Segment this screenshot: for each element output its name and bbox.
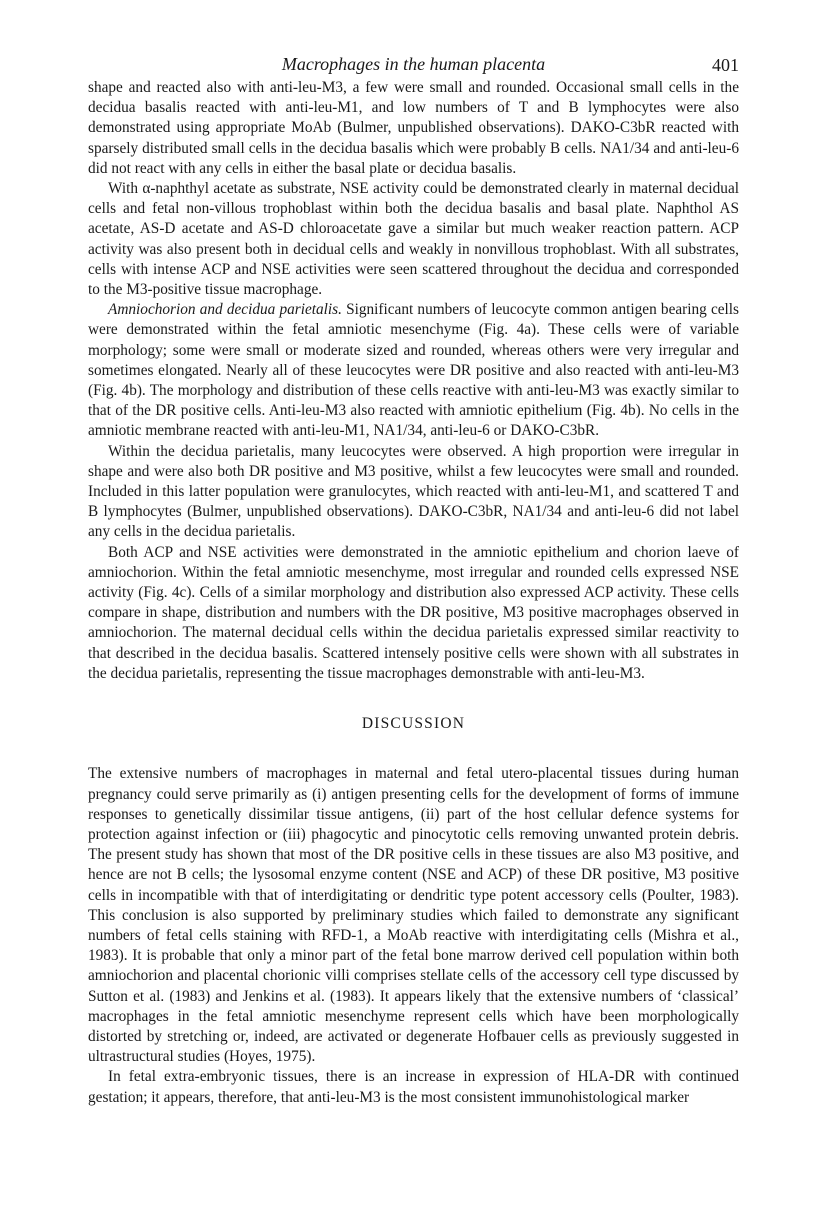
running-header	[88, 52, 739, 78]
body-paragraph	[88, 300, 739, 441]
journal-page	[88, 52, 739, 1108]
discussion-paragraph: The extensive numbers of macrophages in maternal and fetal utero-placental tissues during human pregnancy could serve primarily as (i) antigen presenting cells for the development of forms of immune responses to genetically dissimilar tissue antigens, (ii) part of the host cellular defence systems for protection against infection or (iii) phagocytic and pinocytotic cells removing unwanted protein debris. The present study has shown that most of the DR positive cells in these tissues are also M3 positive, and hence are not B cells; the lysosomal enzyme content (NSE and ACP) of these DR positive, M3 positive cells in incompatible with that of interdigitating or dendritic type potent accessory cells (Poulter, 1983). This conclusion is also supported by preliminary studies which failed to demonstrate any significant numbers of fetal cells staining with RFD-1, a MoAb reactive with interdigitating cells (Mishra et al., 1983). It is probable that only a minor part of the fetal bone marrow derived cell population within both amniochorion and placental chorionic villi comprises stellate cells of the accessory cell type discussed by Sutton et al. (1983) and Jenkins et al. (1983). It appears likely that the extensive numbers of ‘classical’ macrophages in the fetal amniotic mesenchyme represent cells which have been morphologically distorted by stretching or, indeed, are activated or degenerate Hofbauer cells as previously suggested in ultrastructural studies (Hoyes, 1975).	[88, 765, 739, 1066]
body-paragraph: Both ACP and NSE activities were demonstrated in the amniotic epithelium and chorion laeve of amniochorion. Within the fetal amniotic mesenchyme, most irregular and rounded cells expressed NSE activity (Fig. 4c). Cells of a similar morphology and distribution also expressed ACP activity. These cells compare in shape, distribution and numbers with the DR positive, M3 positive macrophages observed in amniochorion. The maternal decidual cells within the decidua parietalis expressed similar reactivity to that described in the decidua basalis. Scattered intensely positive cells were shown with all substrates in the decidua parietalis, representing the tissue macrophages demonstrable with anti-leu-M3.	[88, 543, 739, 682]
body-paragraph: Within the decidua parietalis, many leucocytes were observed. A high proportion were irregular in shape and were also both DR positive and M3 positive, whilst a few leucocytes were small and rounded. Included in this latter population were granulocytes, which reacted with anti-leu-M1, and scattered T and B lymphocytes (Bulmer, unpublished observations). DAKO-C3bR, NA1/34 and anti-leu-6 did not label any cells in the decidua parietalis.	[88, 442, 739, 541]
paragraph-text: Significant numbers of leucocyte common antigen bearing cells were demonstrated within the fetal amniotic mesenchyme (Fig. 4a). These cells were of variable morphology; some were small or moderate sized and rounded, whereas others were very irregular and sometimes elongated. Nearly all of these leucocytes were DR positive and also reacted with anti-leu-M3 (Fig. 4b). The morphology and distribution of these cells reactive with anti-leu-M3 was exactly similar to that of the DR positive cells. Anti-leu-M3 also reacted with amniotic epithelium (Fig. 4b). No cells in the amniotic membrane reacted with anti-leu-M1, NA1/34, anti-leu-6 or DAKO-C3bR.	[88, 301, 739, 440]
body-paragraph: With α-naphthyl acetate as substrate, NSE activity could be demonstrated clearly in maternal decidual cells and fetal non-villous trophoblast within both the decidua basalis and basal plate. Naphthol AS acetate, AS-D acetate and AS-D chloroacetate gave a similar but much weaker reaction pattern. ACP activity was also present both in decidual cells and weakly in nonvillous trophoblast. With all substrates, cells with intense ACP and NSE activities were seen scattered throughout the decidua and corresponded to the M3-positive tissue macrophage.	[88, 180, 739, 299]
discussion-paragraph: In fetal extra-embryonic tissues, there is an increase in expression of HLA-DR with continued gestation; it appears, therefore, that anti-leu-M3 is the most consistent immunohistological marker	[88, 1068, 739, 1106]
running-title: Macrophages in the human placenta	[281, 54, 546, 74]
subsection-heading: Amniochorion and decidua parietalis.	[108, 301, 342, 319]
section-heading: DISCUSSION	[361, 715, 466, 733]
body-paragraph: shape and reacted also with anti-leu-M3, a few were small and rounded. Occasional small cells in the decidua basalis reacted with anti-leu-M1, and low numbers of T and B lymphocytes were also demonstrated using appropriate MoAb (Bulmer, unpublished observations). DAKO-C3bR reacted with sparsely distributed small cells in the decidua basalis which were probably B cells. NA1/34 and anti-leu-6 did not react with any cells in either the basal plate or decidua basalis.	[88, 79, 739, 177]
page-number: 401	[712, 55, 739, 75]
